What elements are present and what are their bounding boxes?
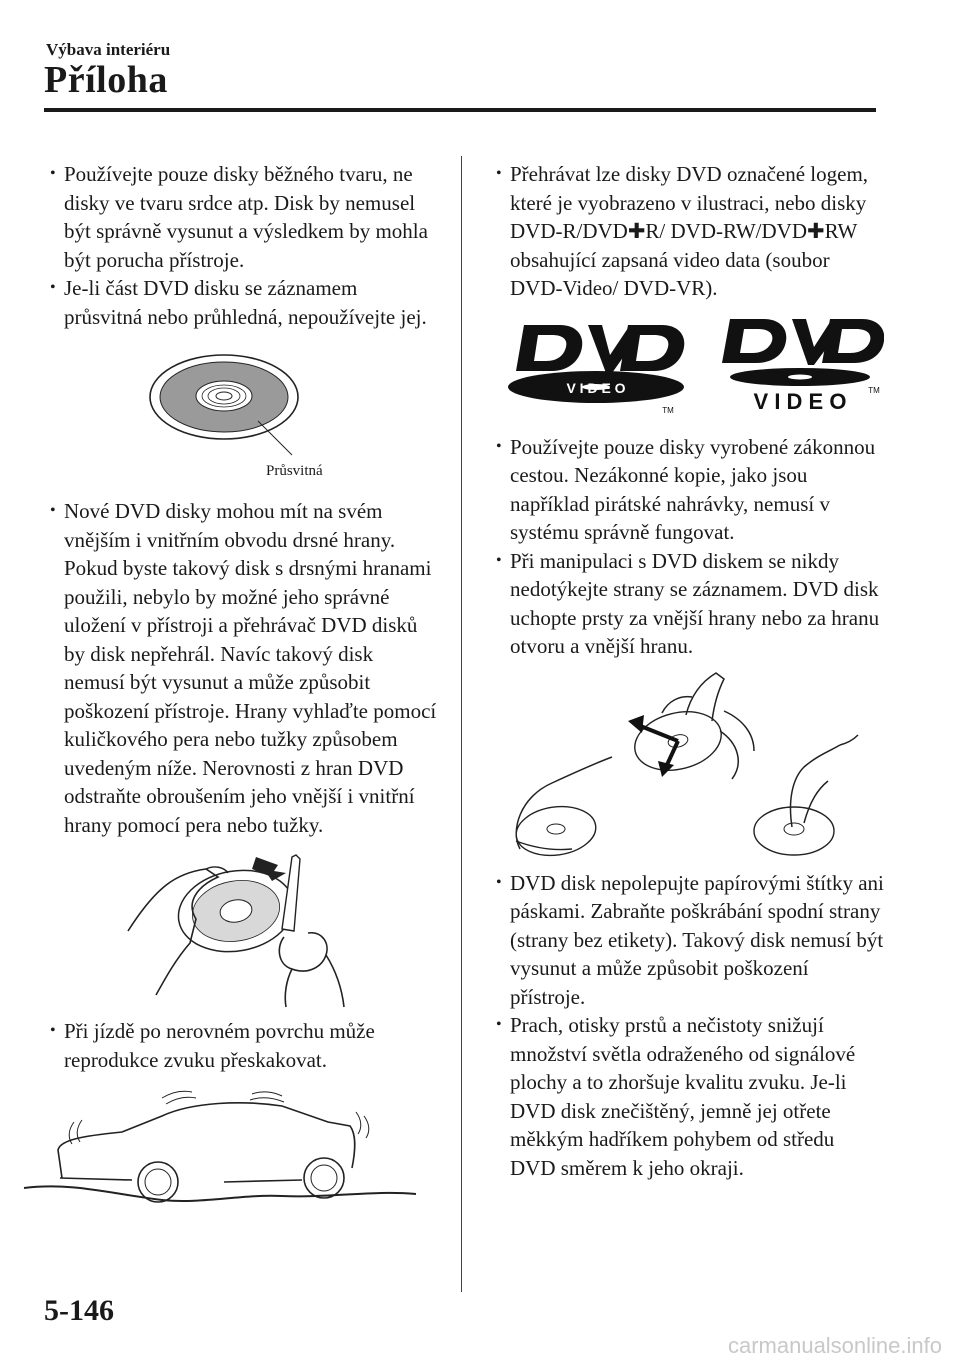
bullet-cleaning: • Prach, otisky prstů a nečistoty snižují množství světla odraženého od signálové plochy a to zhoršuje kvalitu zvuku. Je-li DVD disk znečištěný, jemně jej otřete měkkým hadříkem pohybem od středu DVD směrem k jeho okraji. (496, 1013, 856, 1180)
hand-pen-disc-illustration (46, 847, 438, 1011)
watermark: carmanualsonline.info (727, 1333, 942, 1358)
logo-2-tm: TM (868, 385, 880, 395)
page-title: Příloha (44, 59, 168, 101)
logo-2-video-text: V I D E O (753, 388, 847, 414)
dvd-video-logos (492, 317, 884, 421)
bullet-legal-discs: • Používejte pouze disky vyrobené zákonnou cestou. Nezákonné kopie, jako jsou například pirátské nahrávky, nemusí v systému správně fungovat. (496, 434, 876, 544)
section-label: Výbava interiéru (46, 40, 171, 59)
bullet-supported-discs: • Přehrávat lze disky DVD označené logem, které je vyobrazeno v ilustraci, nebo disky DVD-R/DVD✚R/ DVD-RW/DVD✚RW obsahující zapsaná video data (soubor DVD-Video/ DVD-VR). (496, 162, 869, 300)
bullet-dot: • (496, 165, 502, 182)
bullet-dot: • (496, 1016, 502, 1033)
hands-holding-disc-illustration (492, 671, 884, 861)
title-rule (44, 108, 876, 112)
bullet-handling: • Při manipulaci s DVD diskem se nikdy nedotýkejte strany se záznamem. DVD disk uchopte prsty za vnější hrany nebo za hranu otvoru a vnější hranu. (496, 548, 880, 658)
left-column (46, 160, 438, 1212)
logo-1-video-text: V I D E O (566, 379, 626, 396)
logo-1-tm: TM (662, 405, 674, 415)
translucent-disc-figure (46, 341, 438, 491)
disc-caption: Průsvitná (266, 463, 323, 479)
bullet-dot: • (496, 873, 502, 891)
bullet-transparent-disc: • Je-li část DVD disku se záznamem průsvitná nebo průhledná, nepoužívejte jej. (50, 276, 427, 329)
bullet-dot: • (496, 437, 502, 455)
bullet-disc-shape: • Používejte pouze disky běžného tvaru, ne disky ve tvaru srdce atp. Disk by nemusel být správně vysunut a výsledkem by mohla být porucha přístroje. (50, 162, 428, 272)
bullet-dot: • (50, 165, 56, 182)
column-divider (461, 156, 462, 1292)
right-column (492, 160, 884, 1182)
bullet-dot: • (50, 1022, 56, 1039)
smoothing-edges-figure (46, 847, 438, 1011)
bullet-dot: • (50, 502, 56, 519)
page-number: 5-146 (44, 1294, 114, 1327)
dvd-video-logo-1 (506, 317, 686, 417)
bullet-rough-edges: • Nové DVD disky mohou mít na svém vnějším i vnitřním obvodu drsné hrany. Pokud byste takový disk s drsnými hranami použili, nebylo by možné jeho správné uložení v přístroji a přehrávač DVD disků by disk nepřehrál. Navíc takový disk nemusí být vysunut a může způsobit poškození přístroje. Hrany vyhlaďte pomocí kuličkového pera nebo tužky způsobem uvedeným níže. Nerovnosti z hran DVD odstraňte obroušením jeho vnější i vnitřní hrany pomocí pera nebo tužky. (50, 499, 437, 837)
bullet-uneven-road: • Při jízdě po nerovném povrchu může reprodukce zvuku přeskakovat. (50, 1019, 375, 1072)
disc-handling-figure (492, 671, 884, 861)
bullet-dot: • (496, 551, 502, 569)
car-illustration (12, 1082, 422, 1212)
disc-illustration (46, 341, 438, 491)
bullet-no-labels: • DVD disk nepolepujte papírovými štítky ani páskami. Zabraňte poškrábání spodní strany (strany bez etikety). Takový disk nemusí být vysunut a může způsobit poškození přístroje. (496, 870, 884, 1009)
dvd-video-logo-2 (714, 313, 884, 417)
bullet-dot: • (50, 279, 56, 296)
car-bumpy-road-figure (46, 1082, 438, 1212)
